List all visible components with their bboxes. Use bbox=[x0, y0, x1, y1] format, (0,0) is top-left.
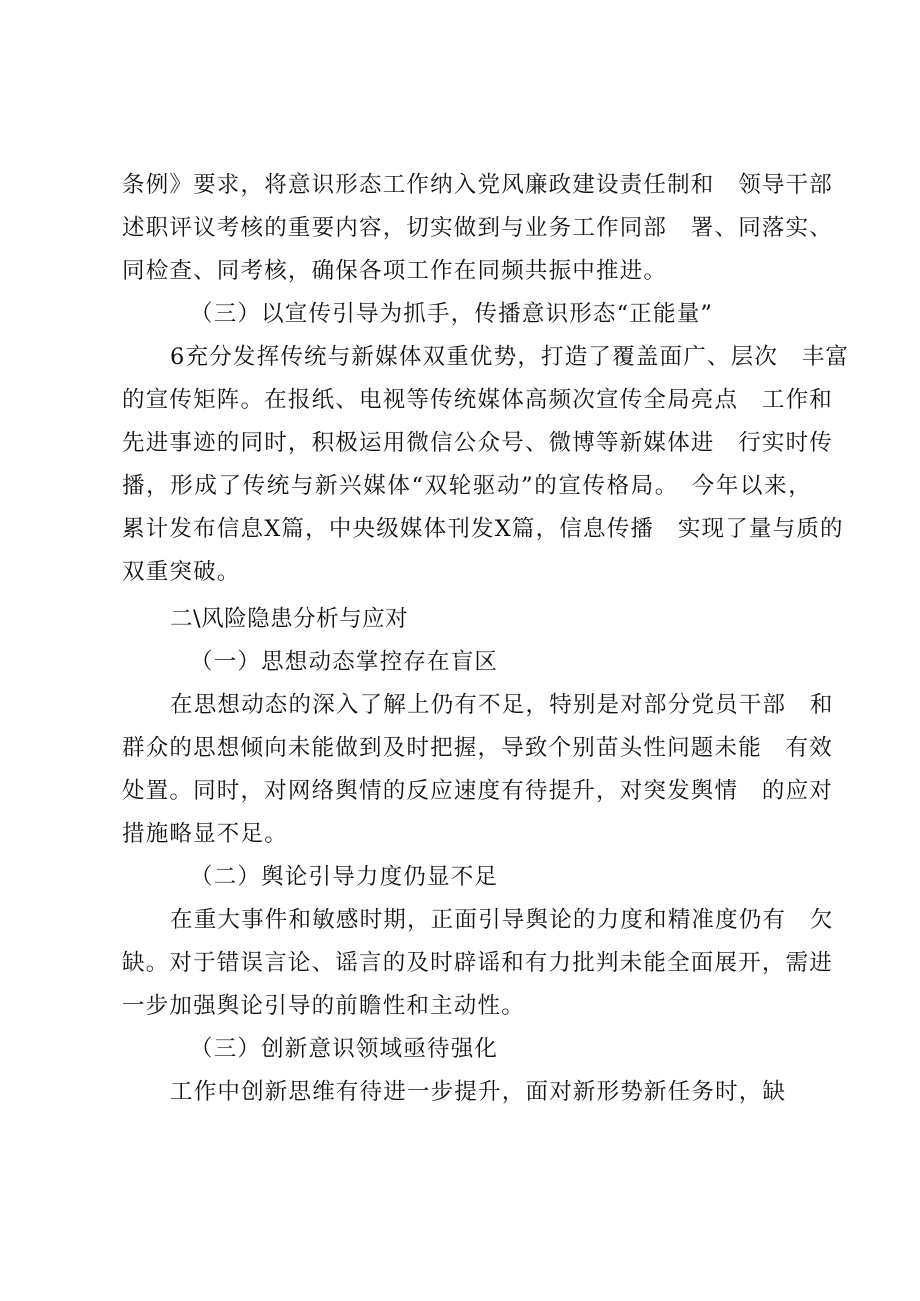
body-text-line: 先进事迹的同时，积极运用微信公众号、微博等新媒体进 行实时传 bbox=[122, 430, 834, 456]
body-text-line: 6充分发挥传统与新媒体双重优势，打造了覆盖面广、层次 丰富 bbox=[170, 344, 850, 370]
body-text-line: 群众的思想倾向未能做到及时把握，导致个别苗头性问题未能 有效 bbox=[122, 735, 834, 761]
body-text-line: 同检查、同考核，确保各项工作在同频共振中推进。 bbox=[122, 258, 668, 284]
body-text-line: 处置。同时，对网络舆情的反应速度有待提升，对突发舆情 的应对 bbox=[122, 778, 834, 804]
body-text-line: 在思想动态的深入了解上仍有不足，特别是对部分党员干部 和 bbox=[170, 692, 834, 718]
body-text-line: 累计发布信息X篇，中央级媒体刊发X篇，信息传播 实现了量与质的 bbox=[122, 516, 844, 542]
body-text-line: 的宣传矩阵。在报纸、电视等传统媒体高频次宣传全局亮点 工作和 bbox=[122, 387, 834, 413]
body-text-line: 述职评议考核的重要内容，切实做到与业务工作同部 署、同落实、 bbox=[122, 215, 834, 241]
body-text-line: 缺。对于错误言论、谣言的及时辟谣和有力批判未能全面展开，需进 bbox=[122, 950, 834, 976]
subheading-2: （二）舆论引导力度仍显不足 bbox=[190, 864, 499, 890]
body-text-line: 一步加强舆论引导的前瞻性和主动性。 bbox=[122, 993, 525, 1019]
body-text-line: 双重突破。 bbox=[122, 559, 241, 585]
body-text-line: 播，形成了传统与新兴媒体“双轮驱动”的宣传格局。 今年以来， bbox=[122, 473, 812, 499]
body-text-line: 措施略显不足。 bbox=[122, 821, 288, 847]
subheading-3b: （三）创新意识领域亟待强化 bbox=[190, 1036, 499, 1062]
body-text-line: 条例》要求，将意识形态工作纳入党风廉政建设责任制和 领导干部 bbox=[122, 172, 834, 198]
body-text-line: 工作中创新思维有待进一步提升，面对新形势新任务时，缺 bbox=[170, 1079, 787, 1105]
body-text-line: 在重大事件和敏感时期，正面引导舆论的力度和精准度仍有 欠 bbox=[170, 907, 834, 933]
subheading-1: （一）思想动态掌控存在盲区 bbox=[190, 649, 499, 675]
subheading-3: （三）以宣传引导为抓手，传播意识形态“正能量” bbox=[190, 301, 714, 327]
section-heading: 二\风险隐患分析与应对 bbox=[170, 606, 409, 632]
